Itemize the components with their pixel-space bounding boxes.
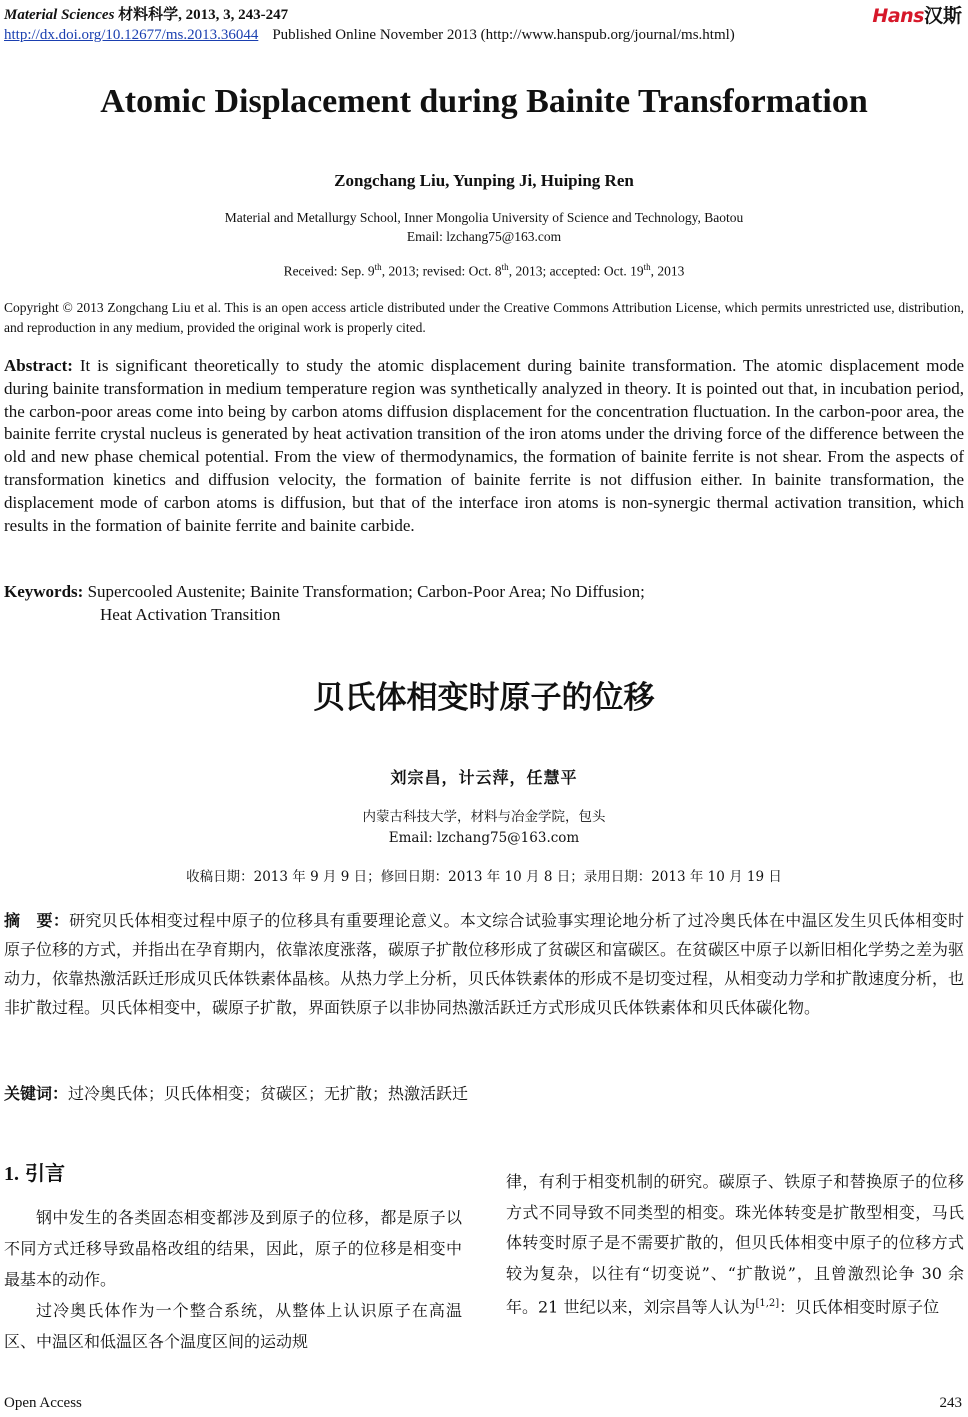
journal-citation bbox=[4, 3, 288, 24]
keywords-line-1: Supercooled Austenite; Bainite Transformation; Carbon-Poor Area; No Diffusion; bbox=[83, 582, 645, 601]
keywords bbox=[4, 580, 964, 626]
abstract bbox=[4, 355, 964, 537]
body-column-right bbox=[506, 1167, 964, 1323]
section-number: 1. bbox=[4, 1163, 19, 1185]
affiliation-block bbox=[0, 208, 968, 246]
cn-title: 贝氏体相变时原子的位移 bbox=[313, 680, 655, 716]
cn-author-list: 刘宗昌，计云萍，任慧平 bbox=[390, 768, 578, 787]
cn-affiliation-block bbox=[0, 807, 968, 849]
author-list: Zongchang Liu, Yunping Ji, Huiping Ren bbox=[334, 171, 634, 190]
doi-link[interactable]: http://dx.doi.org/10.12677/ms.2013.36044 bbox=[4, 27, 259, 43]
cn-abstract-label: 摘 要： bbox=[4, 911, 70, 930]
cn-keywords bbox=[4, 1081, 964, 1104]
abstract-label: Abstract: bbox=[4, 356, 73, 375]
cn-keywords-text: 过冷奥氏体；贝氏体相变；贫碳区；无扩散；热激活跃迁 bbox=[68, 1084, 469, 1103]
body-paragraph: 过冷奥氏体作为一个整合系统，从整体上认识原子在高温区、中温区和低温区各个温度区间的运动规 bbox=[4, 1301, 462, 1351]
keywords-line-2: Heat Activation Transition bbox=[100, 605, 281, 624]
citation-ref[interactable]: [1,2] bbox=[755, 1298, 780, 1309]
abstract-text: It is significant theoretically to study the atomic displacement during bainite transformation. The atomic displacement mode during bainite transformation in medium temperature region was synthetically analyzed in theory. It is pointed out that, in incubation period, the carbon-poor areas come into being by carbon atoms diffusion displacement for the concentration fluctuation. In the carbon-poor area, the bainite ferrite crystal nucleus is generated by heat activation transition of the iron atoms under the driving force of the difference between the old and new phase chemical potential. From the view of thermodynamics, the formation of bainite ferrite is not shear. From the aspects of transformation kinetics and diffusion velocity, the formation of bainite ferrite is not diffusion either. In bainite transformation, the displacement mode of carbon atoms is diffusion, but that of the interface iron atoms is non-synergic thermal activation transition, which results in the formation of bainite ferrite and bainite carbide. bbox=[4, 356, 964, 535]
section-title: 引言 bbox=[25, 1161, 65, 1185]
section-heading bbox=[4, 1157, 65, 1186]
body-column-left bbox=[4, 1202, 462, 1357]
page-number: 243 bbox=[939, 1395, 962, 1411]
journal-name-cn: 材料科学 bbox=[118, 7, 179, 23]
publisher-logo bbox=[872, 1, 962, 28]
cn-affiliation: 内蒙古科技大学，材料与冶金学院，包头 bbox=[362, 809, 606, 825]
cn-abstract-text: 研究贝氏体相变过程中原子的位移具有重要理论意义。本文综合试验事实理论地分析了过冷奥氏体在中温区发生贝氏体相变时原子位移的方式，并指出在孕育期内，依靠浓度涨落，碳原子扩散位移形成了贫碳区和富碳区。在贫碳区中原子以新旧相化学势之差为驱动力，依靠热激活跃迁形成贝氏体铁素体晶核。从热力学上分析，贝氏体铁素体的形成不是切变过程，从相变动力学和扩散速度分析，也非扩散过程。贝氏体相变中，碳原子扩散，界面铁原子以非协同热激活跃迁方式形成贝氏体铁素体和贝氏体碳化物。 bbox=[4, 911, 965, 1017]
body-paragraph: 钢中发生的各类固态相变都涉及到原子的位移，都是原子以不同方式迁移导致晶格改组的结果，因此，原子的位移是相变中最基本的动作。 bbox=[4, 1208, 462, 1289]
paper-title: Atomic Displacement during Bainite Transformation bbox=[100, 83, 868, 120]
body-paragraph: 律，有利于相变机制的研究。碳原子、铁原子和替换原子的位移方式不同导致不同类型的相变。珠光体转变是扩散型相变，马氏体转变时原子是不需要扩散的，但贝氏体相变中原子的位移方式较为复杂，以往有“切变说”、“扩散说”，且曾激烈论争 30 余年。21 世纪以来，刘宗昌等人认为[1,2]：贝氏体相变时原子位 bbox=[506, 1172, 964, 1317]
journal-volume: , 2013, 3, 243-247 bbox=[178, 7, 289, 23]
cn-email: Email: lzchang75@163.com bbox=[388, 830, 580, 846]
logo-cn: 汉斯 bbox=[923, 5, 962, 27]
cn-keywords-label: 关键词： bbox=[4, 1084, 69, 1103]
footer-open-access: Open Access bbox=[4, 1395, 82, 1411]
affiliation: Material and Metallurgy School, Inner Mongolia University of Science and Technology, Baotou bbox=[224, 210, 744, 225]
journal-name: Material Sciences bbox=[4, 7, 115, 23]
keywords-label: Keywords: bbox=[4, 582, 84, 601]
cn-abstract bbox=[4, 906, 964, 1022]
logo-brand: Hans bbox=[872, 5, 924, 27]
doi-line bbox=[4, 27, 735, 44]
cn-article-dates: 收稿日期：2013 年 9 月 9 日；修回日期：2013 年 10 月 8 日；录用日期：2013 年 10 月 19 日 bbox=[186, 869, 782, 885]
article-dates: Received: Sep. 9th, 2013; revised: Oct. 8th, 2013; accepted: Oct. 19th, 2013 bbox=[283, 262, 685, 279]
email: Email: lzchang75@163.com bbox=[406, 229, 562, 244]
copyright-notice: Copyright © 2013 Zongchang Liu et al. This is an open access article distributed under the Creative Commons Attribution License, which permits unrestricted use, distribution, and reproduction in any medium, provided the original work is properly cited. bbox=[4, 300, 964, 335]
published-online: Published Online November 2013 (http://www.hanspub.org/journal/ms.html) bbox=[272, 27, 735, 43]
